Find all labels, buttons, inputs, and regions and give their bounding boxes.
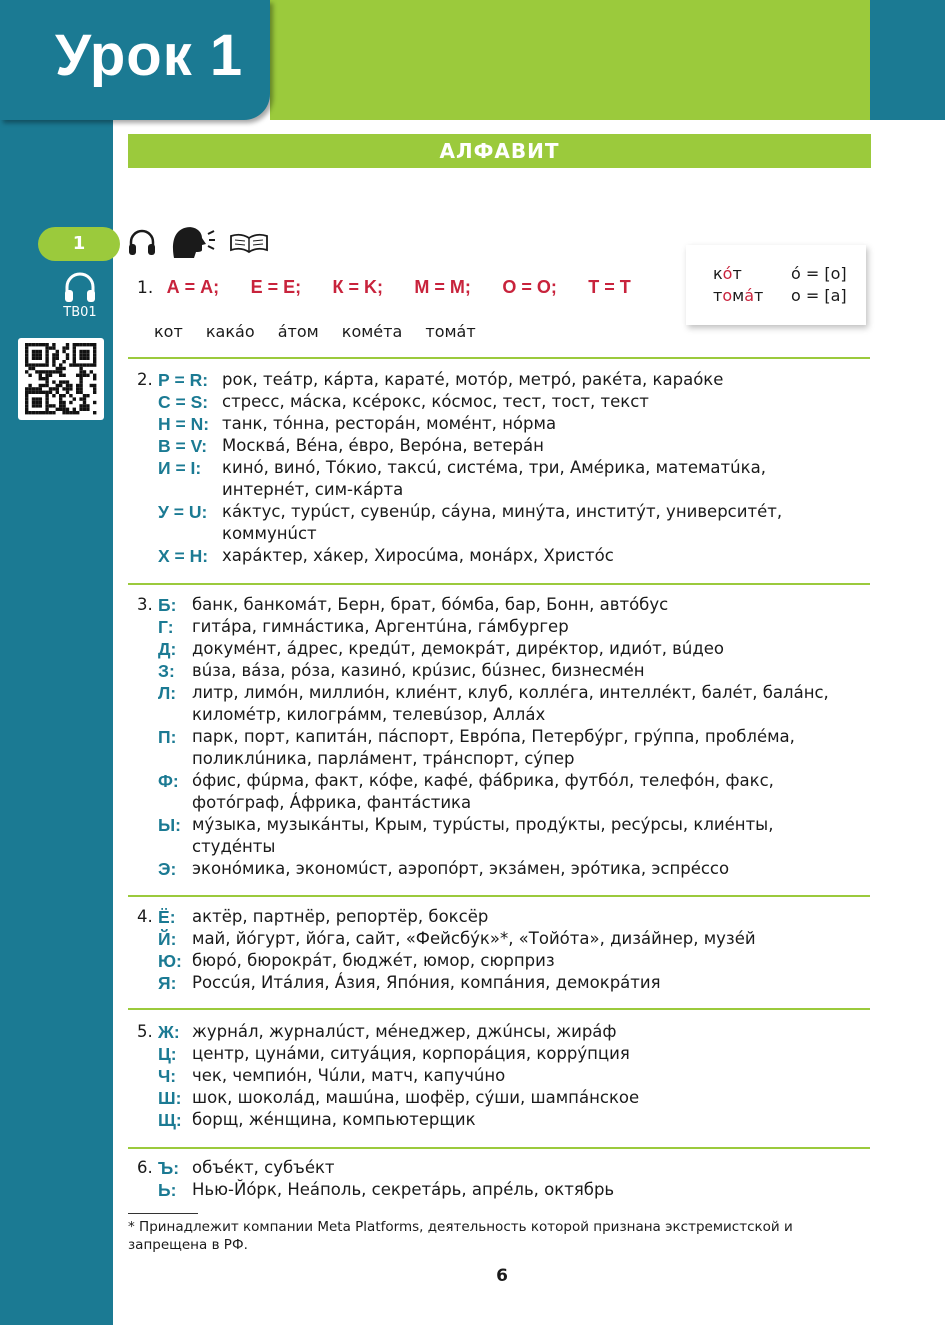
letter-label: В = V: xyxy=(158,436,208,456)
example-words: гитáра, гимнáстика, Аргентúна, гáмбургер xyxy=(192,617,569,636)
letter-label: Ю: xyxy=(158,951,182,971)
letter-pair: К = K; xyxy=(332,277,383,297)
example-words: харáктер, хáкер, Хиросúма, монáрх, Христóс xyxy=(222,546,614,565)
example-words: кинó, винó, Тóкио, таксú, систéма, три, Амéрика, математúка, xyxy=(222,458,766,477)
word: томáт xyxy=(425,322,476,341)
track-code: TB01 xyxy=(63,305,97,320)
letter-label: Ф: xyxy=(158,771,179,791)
example-words: центр, цунáми, ситуáция, корпорáция, коррýпция xyxy=(192,1044,630,1063)
example-words: вúза, вáза, рóза, казинó, крúзис, бúзнес, бизнесмéн xyxy=(192,661,645,680)
word: áтом xyxy=(277,322,319,341)
example-words: стресс, мáска, ксéрокс, кóсмос, тест, тост, текст xyxy=(222,392,649,411)
lesson-title-block xyxy=(0,0,270,120)
pronunciation-note xyxy=(686,245,866,325)
exercise-number: 4. xyxy=(137,907,153,926)
divider xyxy=(128,895,870,897)
lesson-title: Урок 1 xyxy=(55,23,244,88)
letter-label: И = I: xyxy=(158,458,202,478)
example-words: банк, банкомáт, Берн, брат, бóмба, бар, Бонн, автóбус xyxy=(192,595,669,614)
word: какáо xyxy=(205,322,255,341)
letter-label: Щ: xyxy=(158,1110,182,1130)
letter-label: Я: xyxy=(158,973,177,993)
section-title: АЛФАВИТ xyxy=(128,134,871,168)
letter-pair: М = M; xyxy=(414,277,471,297)
track-number-badge[interactable]: 1 xyxy=(38,227,120,261)
exercise-number: 1. xyxy=(137,278,154,298)
example-words: поликлúника, парлáмент, трáнспорт, сýпер xyxy=(192,749,575,768)
example-words: шок, шоколáд, машúна, шофёр, сýши, шампáнское xyxy=(192,1088,640,1107)
example-words: óфис, фúрма, факт, кóфе, кафé, фáбрика, футбóл, телефóн, факс, xyxy=(192,771,774,790)
example-words: коммунúст xyxy=(222,524,317,543)
divider xyxy=(128,583,870,585)
qr-code-icon[interactable] xyxy=(18,338,104,420)
letter-label: Ж: xyxy=(158,1022,180,1042)
letter-label: Д: xyxy=(158,639,177,659)
header-right-band xyxy=(870,0,945,120)
divider xyxy=(128,357,870,359)
letter-label: Ы: xyxy=(158,815,181,835)
letter-label: Й: xyxy=(158,929,177,949)
letter-label: Р = R: xyxy=(158,370,209,390)
letter-label: Х = H: xyxy=(158,546,209,566)
example-words: чек, чемпиóн, Чúли, матч, капучúно xyxy=(192,1066,506,1085)
example-words: кáктус, турúст, сувенúр, сáуна, минýта, институ́т, университéт, xyxy=(222,502,783,521)
headphones-icon[interactable] xyxy=(62,270,98,306)
exercise-number: 2. xyxy=(137,370,153,389)
header-green-band xyxy=(270,0,870,120)
example-words: танк, тóнна, ресторáн, момéнт, нóрма xyxy=(222,414,557,433)
exercise-number: 3. xyxy=(137,595,153,614)
letter-label: С = S: xyxy=(158,392,209,412)
letter-label: Ь: xyxy=(158,1180,177,1200)
divider xyxy=(128,1147,870,1149)
example-words: борщ, жéнщина, компьютерщик xyxy=(192,1110,476,1129)
example-words: эконóмика, экономúст, аэропóрт, экзáмен, эрóтика, эспрéссо xyxy=(192,859,730,878)
divider xyxy=(128,1008,870,1010)
letter-label: У = U: xyxy=(158,502,208,522)
headphones-icon xyxy=(127,227,157,257)
word: комéта xyxy=(341,322,403,341)
footnote-rule xyxy=(128,1213,198,1214)
letter-pair: Е = E; xyxy=(250,277,302,297)
letter-label: Ц: xyxy=(158,1044,177,1064)
page-number: 6 xyxy=(496,1266,508,1286)
letter-label: Ч: xyxy=(158,1066,177,1086)
example-words: фотóграф, Áфрика, фантáстика xyxy=(192,793,472,812)
letter-label: Н = N: xyxy=(158,414,210,434)
example-words: Россúя, Итáлия, Áзия, Япóния, компáния, демокрáтия xyxy=(192,973,661,992)
letter-label: Ш: xyxy=(158,1088,182,1108)
letter-label: Э: xyxy=(158,859,177,879)
example-words: киломéтр, килогрáмм, телевúзор, Аллáх xyxy=(192,705,546,724)
letter-label: Г: xyxy=(158,617,174,637)
example-words: актёр, партнёр, репортёр, боксёр xyxy=(192,907,489,926)
left-sidebar-band xyxy=(0,0,113,1325)
letter-pair: Т = T xyxy=(588,277,631,297)
example-words: докумéнт, áдрес, кредúт, демокрáт, дирéктор, идиóт, вúдео xyxy=(192,639,725,658)
example-words: Нью-Йóрк, Неáполь, секретáрь, апрéль, октябрь xyxy=(192,1180,615,1199)
word: кот xyxy=(154,322,183,341)
example-words: студéнты xyxy=(192,837,276,856)
example-words: май, йóгурт, йóга, сайт, «Фейсбýк»*, «Тойóта», дизáйнер, музéй xyxy=(192,929,756,948)
example-words: журнáл, журналúст, мéнеджер, джúнсы, жирáф xyxy=(192,1022,617,1041)
letter-label: Л: xyxy=(158,683,177,703)
letter-label: Ё: xyxy=(158,907,176,927)
exercise-number: 6. xyxy=(137,1158,153,1177)
example-words: парк, порт, капитáн, пáспорт, Еврóпа, Петербýрг, грýппа, проблéма, xyxy=(192,727,795,746)
example-words: рок, теáтр, кáрта, каратé, мотóр, метрó, ракéта, караóке xyxy=(222,370,724,389)
letter-label: Ъ: xyxy=(158,1158,180,1178)
example-words: литр, лимóн, миллиóн, клиéнт, клуб, коллéга, интеллéкт, балéт, бaлáнс, xyxy=(192,683,829,702)
exercise-1-pairs xyxy=(137,277,657,298)
speaking-head-icon xyxy=(170,224,216,260)
exercise-icons xyxy=(127,224,277,260)
letter-label: П: xyxy=(158,727,177,747)
example-words: бюрó, бюрокрáт, бюджéт, юмор, сюрприз xyxy=(192,951,555,970)
letter-pair: А = A; xyxy=(166,277,220,297)
open-book-icon xyxy=(229,230,269,254)
letter-pair: О = O; xyxy=(502,277,557,297)
exercise-number: 5. xyxy=(137,1022,153,1041)
note-line-2: томáт o = [a] xyxy=(713,286,847,305)
example-words: мýзыка, музыкáнты, Крым, турúсты, продýкты, ресýрсы, клиéнты, xyxy=(192,815,774,834)
note-line-1: ко́т ó = [o] xyxy=(713,264,847,283)
letter-label: Б: xyxy=(158,595,177,615)
example-words: Москвá, Вéна, éвро, Верóна, ветерáн xyxy=(222,436,544,455)
letter-label: З: xyxy=(158,661,175,681)
example-words: интернéт, сим-кáрта xyxy=(222,480,404,499)
footnote: * Принадлежит компании Meta Platforms, деятельность которой признана экстремистской и запрещена в РФ. xyxy=(128,1219,793,1253)
exercise-1-words xyxy=(154,322,494,341)
example-words: объéкт, субъéкт xyxy=(192,1158,335,1177)
